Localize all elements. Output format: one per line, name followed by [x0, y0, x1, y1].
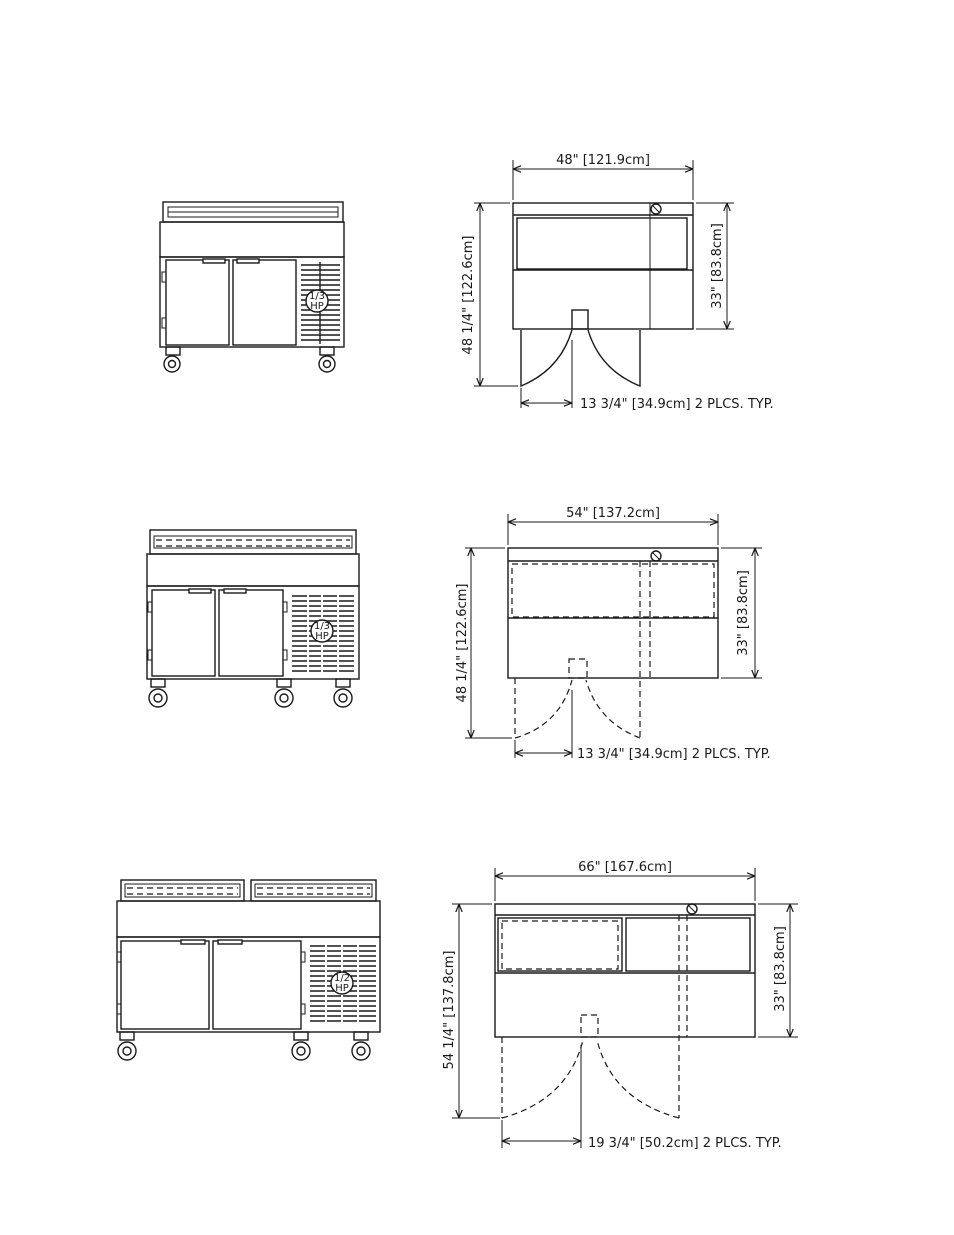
unit-1-door-label: 13 3/4" [34.9cm] 2 PLCS. TYP. [580, 397, 774, 412]
unit-1-plan-view [461, 153, 774, 412]
unit-3-door-label: 19 3/4" [50.2cm] 2 PLCS. TYP. [588, 1136, 782, 1151]
unit-1-depth-dimension [696, 203, 734, 329]
unit-3-width-label: 66" [167.6cm] [578, 860, 672, 875]
unit-1-front-view [160, 202, 344, 372]
unit-2-height-dimension [455, 548, 512, 738]
unit-1-depth-label: 33" [83.8cm] [710, 223, 725, 309]
unit-3-front-view [117, 880, 380, 1060]
unit-2-door-dimension [515, 690, 771, 762]
unit-2-hp-value: 1/3 [313, 621, 331, 632]
unit-2-depth-label: 33" [83.8cm] [736, 570, 751, 656]
unit-2-door-label: 13 3/4" [34.9cm] 2 PLCS. TYP. [577, 747, 771, 762]
unit-2-width-dimension [508, 506, 718, 545]
unit-2-hp-unit: HP [315, 631, 329, 642]
unit-3-height-dimension [442, 904, 500, 1118]
unit-1-width-label: 48" [121.9cm] [556, 153, 650, 168]
unit-2-front-view [147, 530, 359, 707]
unit-3-depth-dimension [758, 904, 798, 1037]
unit-1-width-dimension [513, 153, 693, 200]
unit-1-height-label: 48 1/4" [122.6cm] [461, 235, 476, 355]
unit-3-width-dimension [495, 860, 755, 901]
unit-3-door-dimension [502, 1045, 782, 1151]
unit-3-height-label: 54 1/4" [137.8cm] [442, 950, 457, 1070]
unit-1-hp-value: 1/3 [308, 291, 326, 302]
unit-2-height-label: 48 1/4" [122.6cm] [455, 583, 470, 703]
unit-3-hp-unit: HP [335, 983, 349, 994]
unit-2-width-label: 54" [137.2cm] [566, 506, 660, 521]
unit-3-plan-view [442, 860, 798, 1151]
unit-2-plan-view [455, 506, 771, 762]
unit-3-hp-value: 1/2 [333, 973, 351, 984]
unit-1-door-dimension [521, 340, 774, 412]
unit-3-depth-label: 33" [83.8cm] [773, 926, 788, 1012]
unit-2-depth-dimension [721, 548, 762, 678]
unit-1-hp-unit: HP [310, 301, 324, 312]
unit-1-height-dimension [461, 203, 518, 386]
